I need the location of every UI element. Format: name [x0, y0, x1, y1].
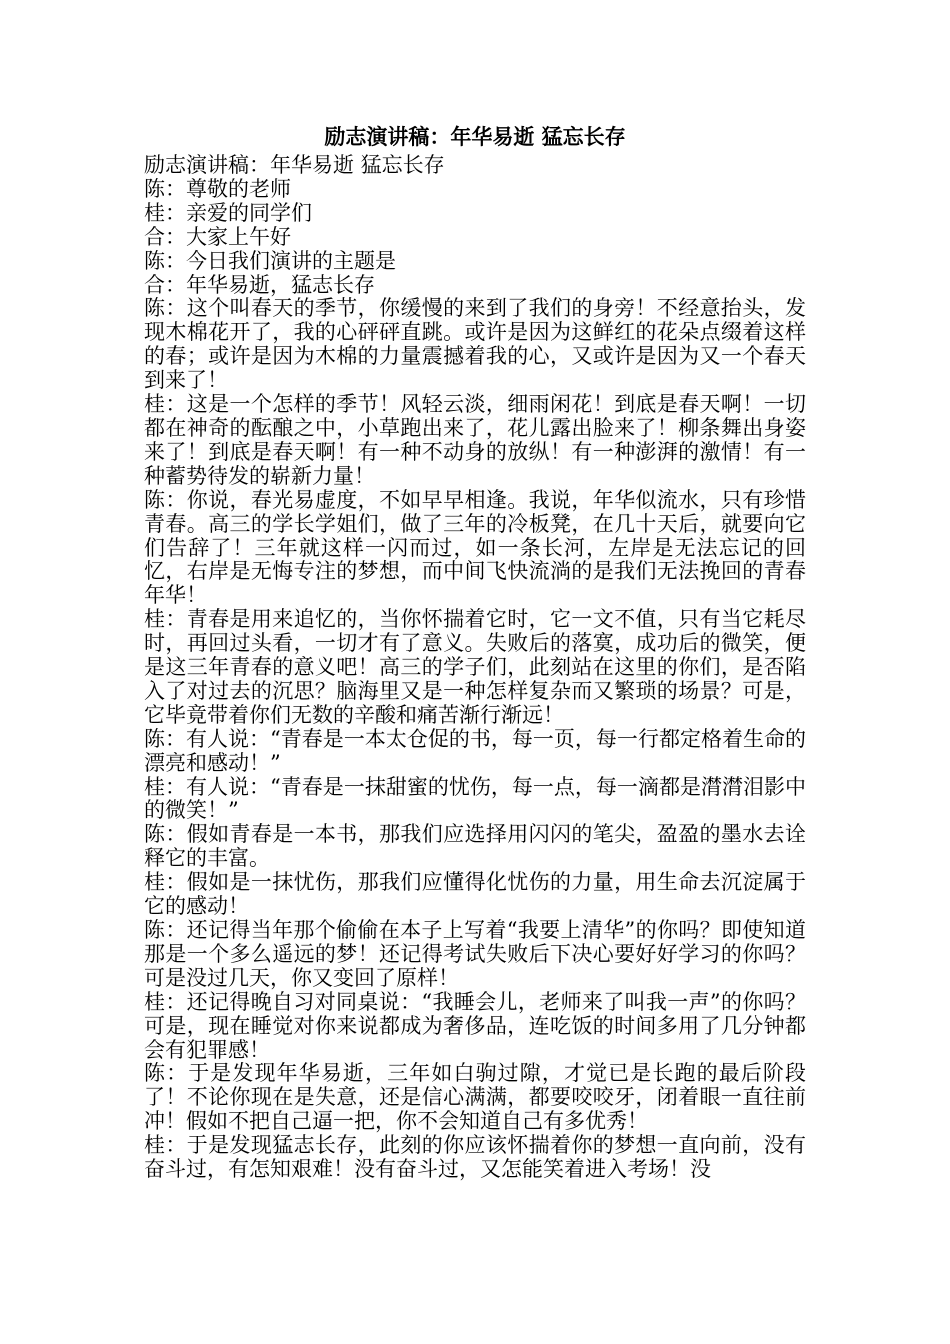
document-page: [144, 120, 806, 1182]
paragraph: 陈：今日我们演讲的主题是: [144, 248, 396, 273]
paragraph: 桂：还记得晚自习对同桌说：“我睡会儿，老师来了叫我一声”的你吗？可是，现在睡觉对你来说都成为奢侈品，连吃饭的时间多用了几分钟都会有犯罪感！: [144, 989, 806, 1062]
paragraph: 陈：有人说：“青春是一本太仓促的书，每一页，每一行都定格着生命的漂亮和感动！”: [144, 726, 806, 775]
paragraph: 桂：这是一个怎样的季节！风轻云淡，细雨闲花！到底是春天啊！一切都在神奇的酝酿之中，小草跑出来了，花儿露出脸来了！柳条舞出身姿来了！到底是春天啊！有一种不动身的放纵！有一种澎湃的激情！有一种蓄势待发的崭新力量！: [144, 392, 806, 488]
paragraph: 桂：有人说：“青春是一抹甜蜜的忧伤，每一点，每一滴都是潸潸泪影中的微笑！”: [144, 774, 806, 823]
document-title: 励志演讲稿：年华易逝 猛忘长存: [324, 124, 626, 149]
paragraph: 桂：亲爱的同学们: [144, 200, 312, 225]
document-body: [144, 154, 806, 1182]
paragraph: 合：大家上午好: [144, 224, 291, 249]
paragraph: 陈：还记得当年那个偷偷在本子上写着“我要上清华”的你吗？即使知道那是一个多么遥远的梦！还记得考试失败后下决心要好好学习的你吗？可是没过几天，你又变回了原样！: [144, 918, 806, 990]
paragraph: 陈：于是发现年华易逝，三年如白驹过隙，才觉已是长跑的最后阶段了！不论你现在是失意，还是信心满满，都要咬咬牙，闭着眼一直往前冲！假如不把自己逼一把，你不会知道自己有多优秀！: [144, 1061, 806, 1134]
paragraph: 桂：青春是用来追忆的，当你怀揣着它时，它一文不值，只有当它耗尽时，再回过头看，一切才有了意义。失败后的落寞，成功后的微笑，便是这三年青春的意义吧！高三的学子们，此刻站在这里的你们，是否陷入了对过去的沉思？脑海里又是一种怎样复杂而又繁琐的场景？可是，它毕竟带着你们无数的辛酸和痛苦渐行渐远！: [144, 607, 806, 727]
paragraph: 励志演讲稿：年华易逝 猛忘长存: [144, 153, 445, 177]
paragraph: 陈：尊敬的老师: [144, 176, 291, 201]
paragraph: 陈：假如青春是一本书，那我们应选择用闪闪的笔尖，盈盈的墨水去诠释它的丰富。: [144, 822, 806, 871]
paragraph: 桂：于是发现猛志长存，此刻的你应该怀揣着你的梦想一直向前，没有奋斗过，有怎知艰难！没有奋斗过，又怎能笑着进入考场！没: [144, 1133, 806, 1182]
paragraph: 桂：假如是一抹忧伤，那我们应懂得化忧伤的力量，用生命去沉淀属于它的感动！: [144, 870, 806, 919]
paragraph: 陈：你说，春光易虚度，不如早早相逢。我说，年华似流水，只有珍惜青春。高三的学长学姐们，做了三年的冷板凳，在几十天后，就要向它们告辞了！三年就这样一闪而过，如一条长河，左岸是无法忘记的回忆，右岸是无悔专注的梦想，而中间飞快流淌的是我们无法挽回的青春年华！: [144, 487, 806, 608]
paragraph: 合：年华易逝，猛志长存: [144, 272, 375, 297]
paragraph: 陈：这个叫春天的季节，你缓慢的来到了我们的身旁！不经意抬头，发现木棉花开了，我的心砰砰直跳。或许是因为这鲜红的花朵点缀着这样的春；或许是因为木棉的力量震撼着我的心，又或许是因为又一个春天到来了！: [144, 296, 806, 393]
